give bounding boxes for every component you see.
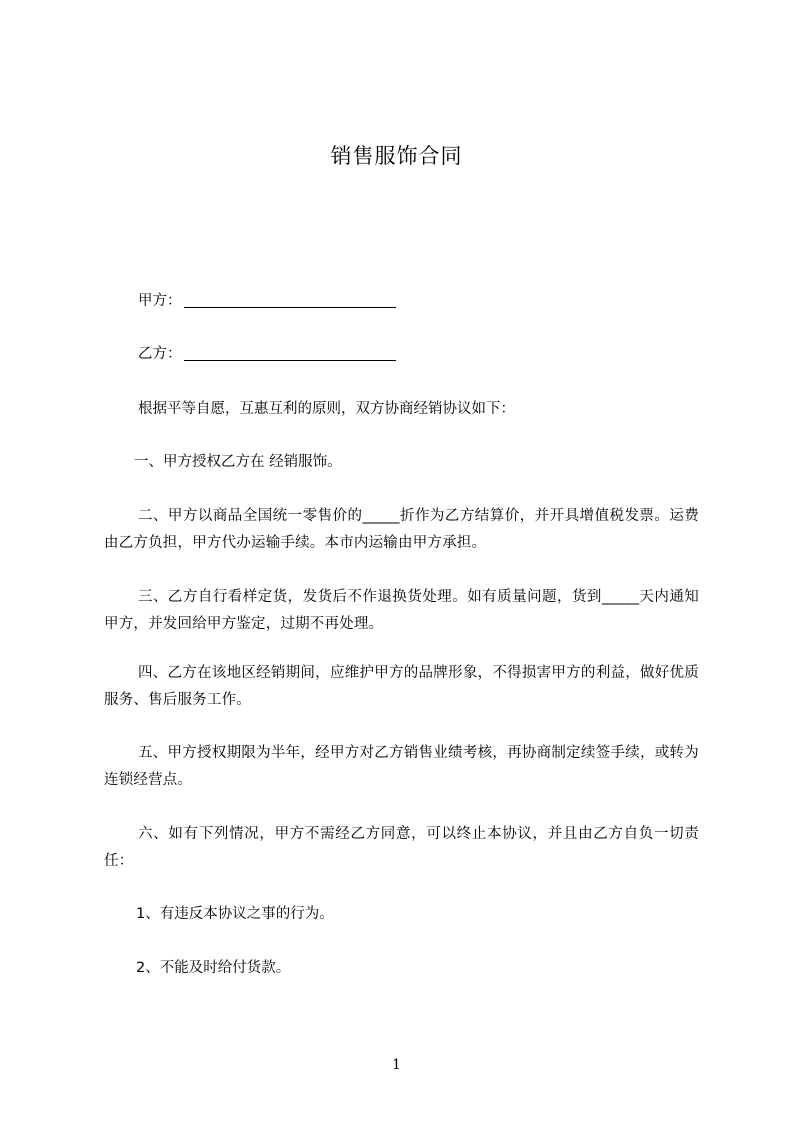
page-number: 1 — [392, 1057, 401, 1073]
document-title: 销售服饰合同 — [330, 144, 463, 168]
party-b-line — [138, 341, 396, 368]
party-a-label: 甲方： — [138, 293, 182, 309]
clause-1: 一、甲方授权乙方在 经销服饰。 — [134, 454, 342, 470]
party-a-line — [138, 288, 396, 315]
party-b-label: 乙方： — [138, 346, 182, 362]
party-a-blank — [184, 291, 396, 308]
clause-4: 四、乙方在该地区经销期间，应维护甲方的品牌形象，不得损害甲方的利益，做好优质服务、售后服务工作。 — [104, 665, 699, 708]
party-b-blank — [184, 344, 396, 361]
sub-item-2: 2、不能及时给付货款。 — [136, 960, 291, 976]
sub-item-1: 1、有违反本协议之事的行为。 — [136, 906, 334, 922]
clause-5: 五、甲方授权期限为半年，经甲方对乙方销售业绩考核，再协商制定续签手续，或转为连锁经营点。 — [104, 745, 699, 788]
clause-6: 六、如有下列情况，甲方不需经乙方同意，可以终止本协议，并且由乙方自负一切责任： — [104, 826, 699, 869]
clause-3: 三、乙方自行看样定货，发货后不作退换货处理。如有质量问题，货到_____天内通知甲方，并发回给甲方鉴定，过期不再处理。 — [104, 589, 699, 632]
intro-paragraph: 根据平等自愿，互惠互利的原则，双方协商经销协议如下： — [138, 401, 515, 417]
clause-2: 二、甲方以商品全国统一零售价的_____折作为乙方结算价，并开具增值税发票。运费由乙方负担，甲方代办运输手续。本市内运输由甲方承担。 — [104, 508, 699, 551]
